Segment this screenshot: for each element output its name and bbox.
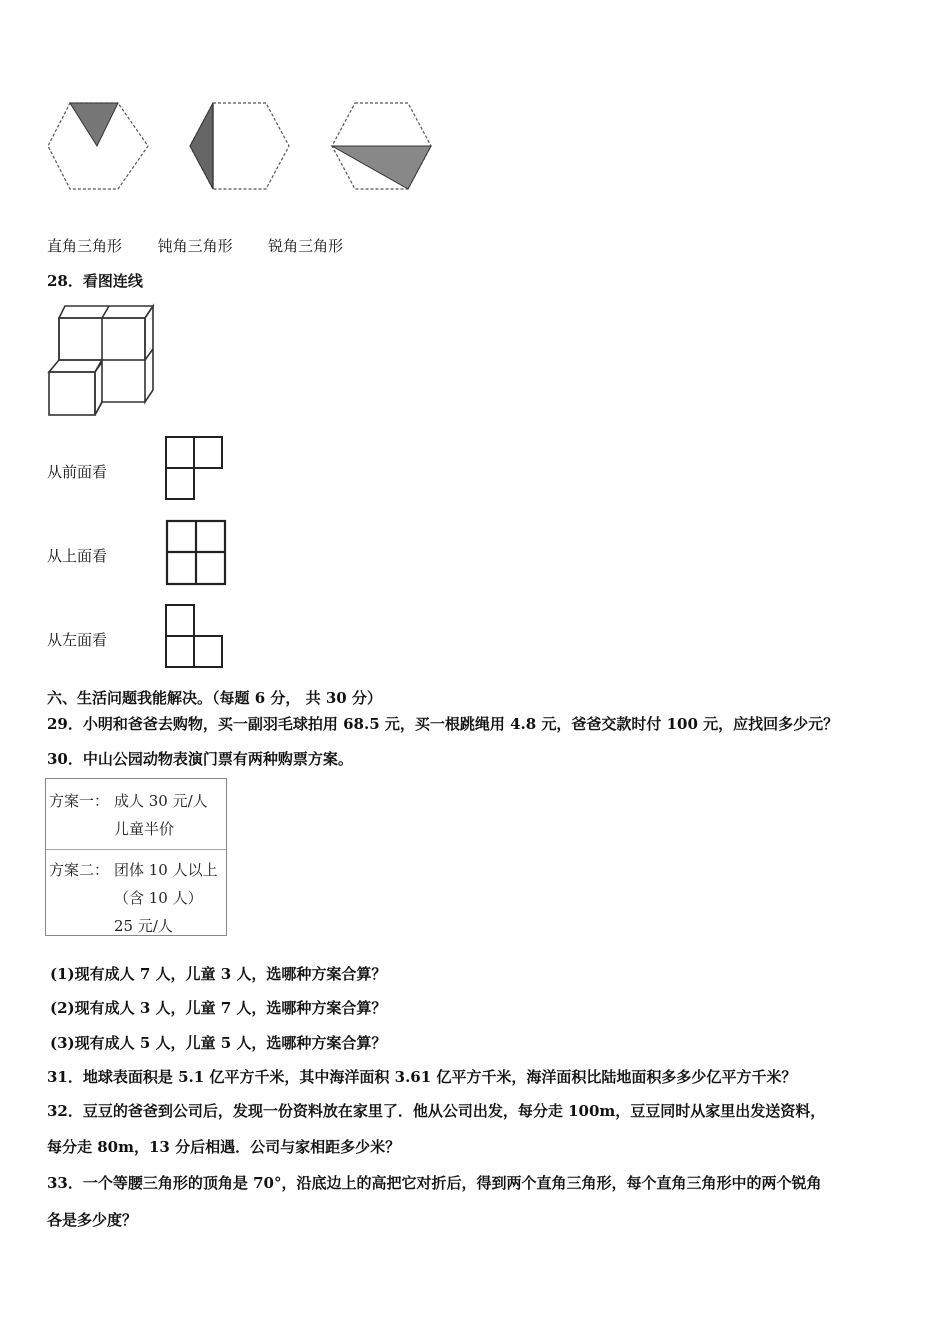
hexagon-acute-triangle [332, 103, 431, 189]
plan2-line2: （含 10 人） [114, 889, 203, 907]
plan-divider [46, 849, 226, 850]
q30-title: 30．中山公园动物表演门票有两种购票方案。 [47, 750, 353, 768]
q28-title: 28．看图连线 [47, 272, 143, 290]
plan2-line3: 25 元/人 [114, 917, 173, 935]
label-right-triangle: 直角三角形 [47, 237, 123, 255]
left-view-figure [163, 602, 227, 672]
view-front-label: 从前面看 [47, 463, 108, 481]
hexagon-figures [40, 95, 440, 195]
label-acute-triangle: 锐角三角形 [268, 237, 344, 255]
q32-line1: 32．豆豆的爸爸到公司后，发现一份资料放在家里了．他从公司出发，每分走 100m，豆豆同时从家里出发送资料， [47, 1102, 826, 1120]
ticket-plans-box [45, 778, 227, 936]
triangle-labels-row [47, 236, 343, 256]
q30-sub2: (2)现有成人 3 人，儿童 7 人，选哪种方案合算？ [50, 999, 387, 1017]
q32-line2: 每分走 80m，13 分后相遇．公司与家相距多少米？ [47, 1138, 401, 1156]
q30-sub3: (3)现有成人 5 人，儿童 5 人，选哪种方案合算？ [50, 1034, 387, 1052]
hexagon-right-triangle [48, 103, 148, 189]
q31-text: 31．地球表面积是 5.1 亿平方千米，其中海洋面积 3.61 亿平方千米，海洋面积比陆地面积多多少亿平方千米？ [47, 1068, 797, 1086]
plan2-label: 方案二： [49, 861, 110, 879]
plan1-line1: 成人 30 元/人 [114, 792, 208, 810]
q29-text: 29．小明和爸爸去购物，买一副羽毛球拍用 68.5 元，买一根跳绳用 4.8 元，爸爸交款时付 100 元，应找回多少元？ [47, 715, 839, 733]
q33-line2: 各是多少度？ [47, 1211, 138, 1229]
q30-sub1: (1)现有成人 7 人，儿童 3 人，选哪种方案合算？ [50, 965, 387, 983]
label-obtuse-triangle: 钝角三角形 [157, 237, 233, 255]
plan1-label: 方案一： [49, 792, 110, 810]
plan2-line1: 团体 10 人以上 [114, 861, 218, 879]
top-view-figure [163, 518, 229, 588]
q33-line1: 33．一个等腰三角形的顶角是 70°，沿底边上的高把它对折后，得到两个直角三角形，每个直角三角形中的两个锐角 [47, 1174, 822, 1192]
front-view-figure [163, 434, 227, 504]
plan1-line2: 儿童半价 [114, 820, 175, 838]
view-left-label: 从左面看 [47, 631, 108, 649]
view-top-label: 从上面看 [47, 547, 108, 565]
cube-solid-figure [45, 302, 160, 420]
section6-title: 六、生活问题我能解决。（每题 6 分， 共 30 分） [47, 689, 382, 707]
hexagon-obtuse-triangle [190, 103, 289, 189]
